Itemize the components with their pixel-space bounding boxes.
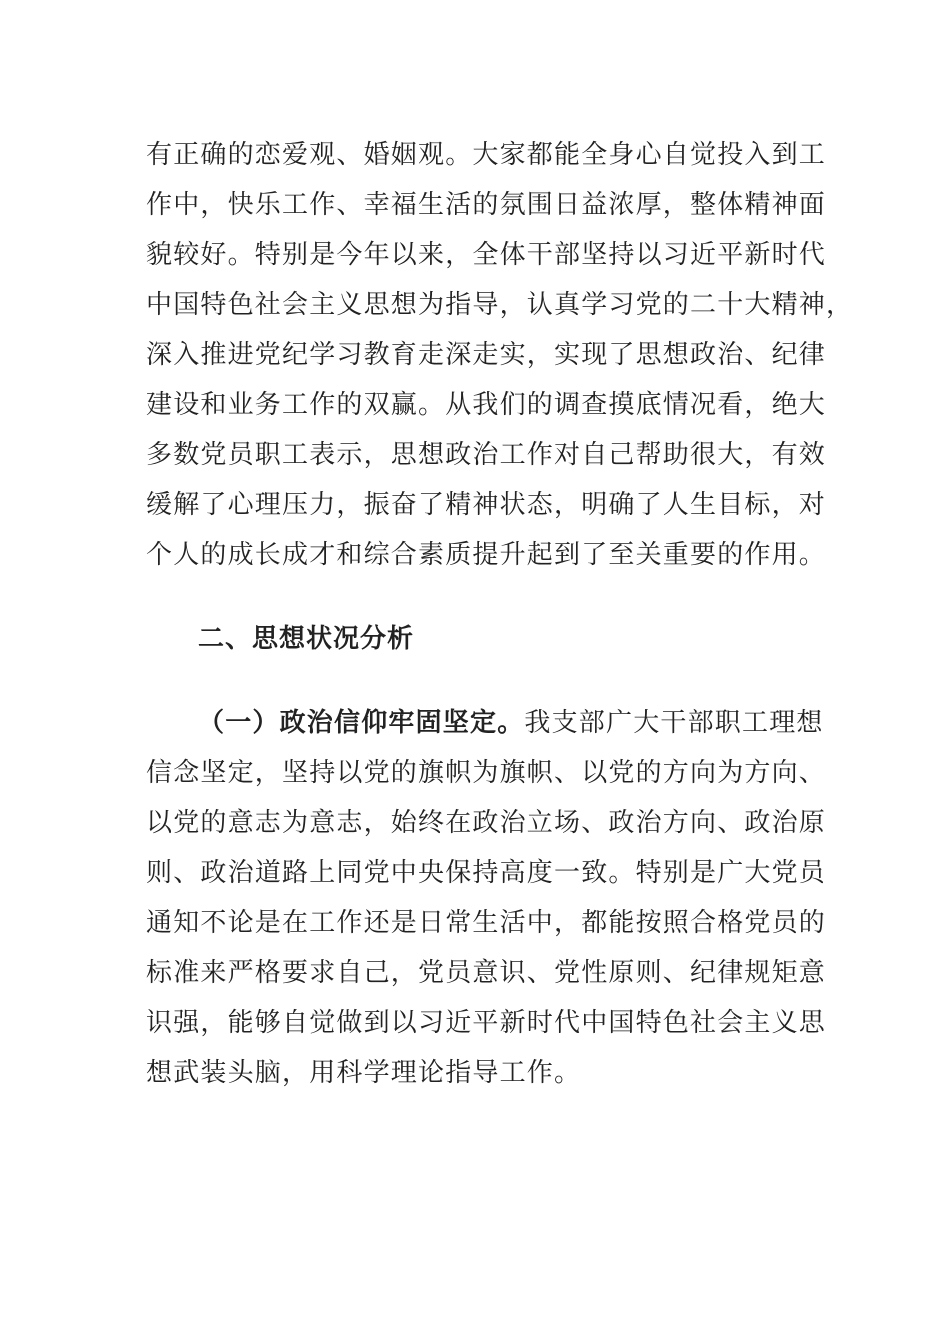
paragraph-first-line — [146, 698, 824, 748]
paragraph-line: 中国特色社会主义思想为指导，认真学习党的二十大精神， — [146, 290, 854, 320]
paragraph-line: 想武装头脑，用科学理论指导工作。 — [146, 1058, 582, 1088]
paragraph-line: 缓解了心理压力，振奋了精神状态，明确了人生目标，对 — [146, 490, 827, 520]
paragraph-line: 通知不论是在工作还是日常生活中，都能按照合格党员的 — [146, 908, 827, 938]
paragraph-2 — [146, 698, 827, 1098]
paragraph-line: 深入推进党纪学习教育走深走实，实现了思想政治、纪律 — [146, 340, 827, 370]
paragraph-line: 信念坚定，坚持以党的旗帜为旗帜、以党的方向为方向、 — [146, 758, 827, 788]
paragraph-line: 貌较好。特别是今年以来，全体干部坚持以习近平新时代 — [146, 240, 827, 270]
document-body — [146, 130, 854, 1098]
paragraph-1 — [146, 130, 854, 580]
subsection-title: （一）政治信仰牢固坚定。 — [198, 708, 525, 738]
paragraph-line: 多数党员职工表示，思想政治工作对自己帮助很大，有效 — [146, 440, 827, 470]
paragraph-line: 标准来严格要求自己，党员意识、党性原则、纪律规矩意 — [146, 958, 827, 988]
spacer — [146, 664, 806, 698]
paragraph-line: 有正确的恋爱观、婚姻观。大家都能全身心自觉投入到工 — [146, 140, 827, 170]
paragraph-line: 则、政治道路上同党中央保持高度一致。特别是广大党员 — [146, 858, 827, 888]
paragraph-line: 识强，能够自觉做到以习近平新时代中国特色社会主义思 — [146, 1008, 827, 1038]
paragraph-line: 作中，快乐工作、幸福生活的氛围日益浓厚，整体精神面 — [146, 190, 827, 220]
section-heading: 二、思想状况分析 — [198, 624, 415, 654]
paragraph-line: 个人的成长成才和综合素质提升起到了至关重要的作用。 — [146, 540, 827, 570]
paragraph-line: 以党的意志为意志，始终在政治立场、政治方向、政治原 — [146, 808, 827, 838]
paragraph-line: 建设和业务工作的双赢。从我们的调查摸底情况看，绝大 — [146, 390, 827, 420]
paragraph-line-text: 我支部广大干部职工理想 — [524, 708, 824, 738]
spacer — [146, 580, 806, 614]
